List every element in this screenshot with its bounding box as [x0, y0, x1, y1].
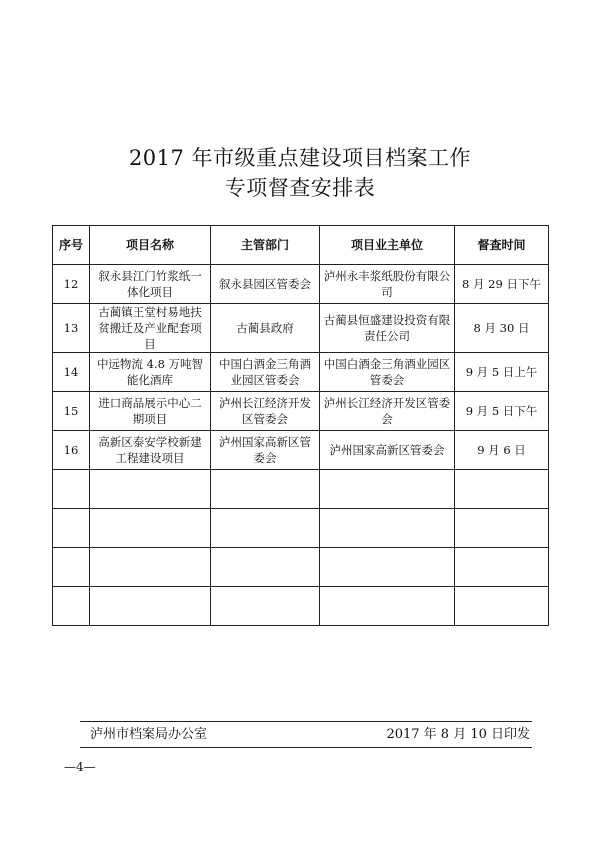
cell-inspection-time: 8 月 30 日	[455, 304, 549, 353]
cell-empty	[320, 509, 455, 548]
table-row	[53, 265, 549, 304]
cell-empty	[320, 587, 455, 626]
header-department: 主管部门	[211, 226, 320, 265]
cell-seq: 15	[53, 392, 90, 431]
footer-divider-top	[80, 721, 532, 722]
page-number: —4—	[64, 760, 96, 774]
cell-empty	[211, 509, 320, 548]
issue-date: 2017 年 8 月 10 日印发	[386, 727, 530, 742]
cell-empty	[320, 470, 455, 509]
cell-inspection-time: 8 月 29 日下午	[455, 265, 549, 304]
cell-empty	[211, 548, 320, 587]
cell-project-name: 进口商品展示中心二期项目	[90, 392, 211, 431]
cell-empty	[53, 509, 90, 548]
cell-owner-unit: 泸州长江经济开发区管委会	[320, 392, 455, 431]
table-row-empty	[53, 509, 549, 548]
cell-empty	[455, 548, 549, 587]
header-owner-unit: 项目业主单位	[320, 226, 455, 265]
table-row-empty	[53, 470, 549, 509]
footer-divider-bottom	[80, 747, 532, 748]
cell-empty	[90, 587, 211, 626]
cell-seq: 12	[53, 265, 90, 304]
cell-empty	[90, 509, 211, 548]
cell-project-name: 古蔺镇王堂村易地扶贫搬迁及产业配套项目	[90, 304, 211, 353]
cell-department: 泸州长江经济开发区管委会	[211, 392, 320, 431]
header-seq: 序号	[53, 226, 90, 265]
cell-department: 泸州国家高新区管委会	[211, 431, 320, 470]
cell-owner-unit: 泸州国家高新区管委会	[320, 431, 455, 470]
cell-department: 古蔺县政府	[211, 304, 320, 353]
document-title-line1: 2017 年市级重点建设项目档案工作	[128, 146, 472, 170]
cell-empty	[211, 587, 320, 626]
cell-empty	[53, 548, 90, 587]
cell-empty	[90, 548, 211, 587]
table-row	[53, 392, 549, 431]
cell-project-name: 中远物流 4.8 万吨智能化酒库	[90, 353, 211, 392]
cell-inspection-time: 9 月 6 日	[455, 431, 549, 470]
cell-empty	[320, 548, 455, 587]
cell-empty	[455, 509, 549, 548]
cell-project-name: 高新区泰安学校新建工程建设项目	[90, 431, 211, 470]
cell-inspection-time: 9 月 5 日上午	[455, 353, 549, 392]
table-header-row	[53, 226, 549, 265]
cell-seq: 13	[53, 304, 90, 353]
cell-empty	[211, 470, 320, 509]
table-row-empty	[53, 548, 549, 587]
table-row	[53, 431, 549, 470]
cell-empty	[455, 470, 549, 509]
issuing-office: 泸州市档案局办公室	[90, 727, 208, 742]
cell-owner-unit: 泸州永丰浆纸股份有限公司	[320, 265, 455, 304]
cell-empty	[53, 587, 90, 626]
cell-seq: 14	[53, 353, 90, 392]
cell-empty	[90, 470, 211, 509]
header-inspection-time: 督查时间	[455, 226, 549, 265]
cell-empty	[455, 587, 549, 626]
header-project-name: 项目名称	[90, 226, 211, 265]
document-title-line2: 专项督查安排表	[224, 176, 376, 200]
table-row-empty	[53, 587, 549, 626]
table-row	[53, 353, 549, 392]
cell-inspection-time: 9 月 5 日下午	[455, 392, 549, 431]
cell-empty	[53, 470, 90, 509]
table-row	[53, 304, 549, 353]
schedule-table	[52, 225, 549, 626]
cell-department: 叙永县园区管委会	[211, 265, 320, 304]
cell-project-name: 叙永县江门竹浆纸一体化项目	[90, 265, 211, 304]
cell-owner-unit: 中国白酒金三角酒业园区管委会	[320, 353, 455, 392]
cell-department: 中国白酒金三角酒业园区管委会	[211, 353, 320, 392]
cell-owner-unit: 古蔺县恒盛建设投资有限责任公司	[320, 304, 455, 353]
cell-seq: 16	[53, 431, 90, 470]
